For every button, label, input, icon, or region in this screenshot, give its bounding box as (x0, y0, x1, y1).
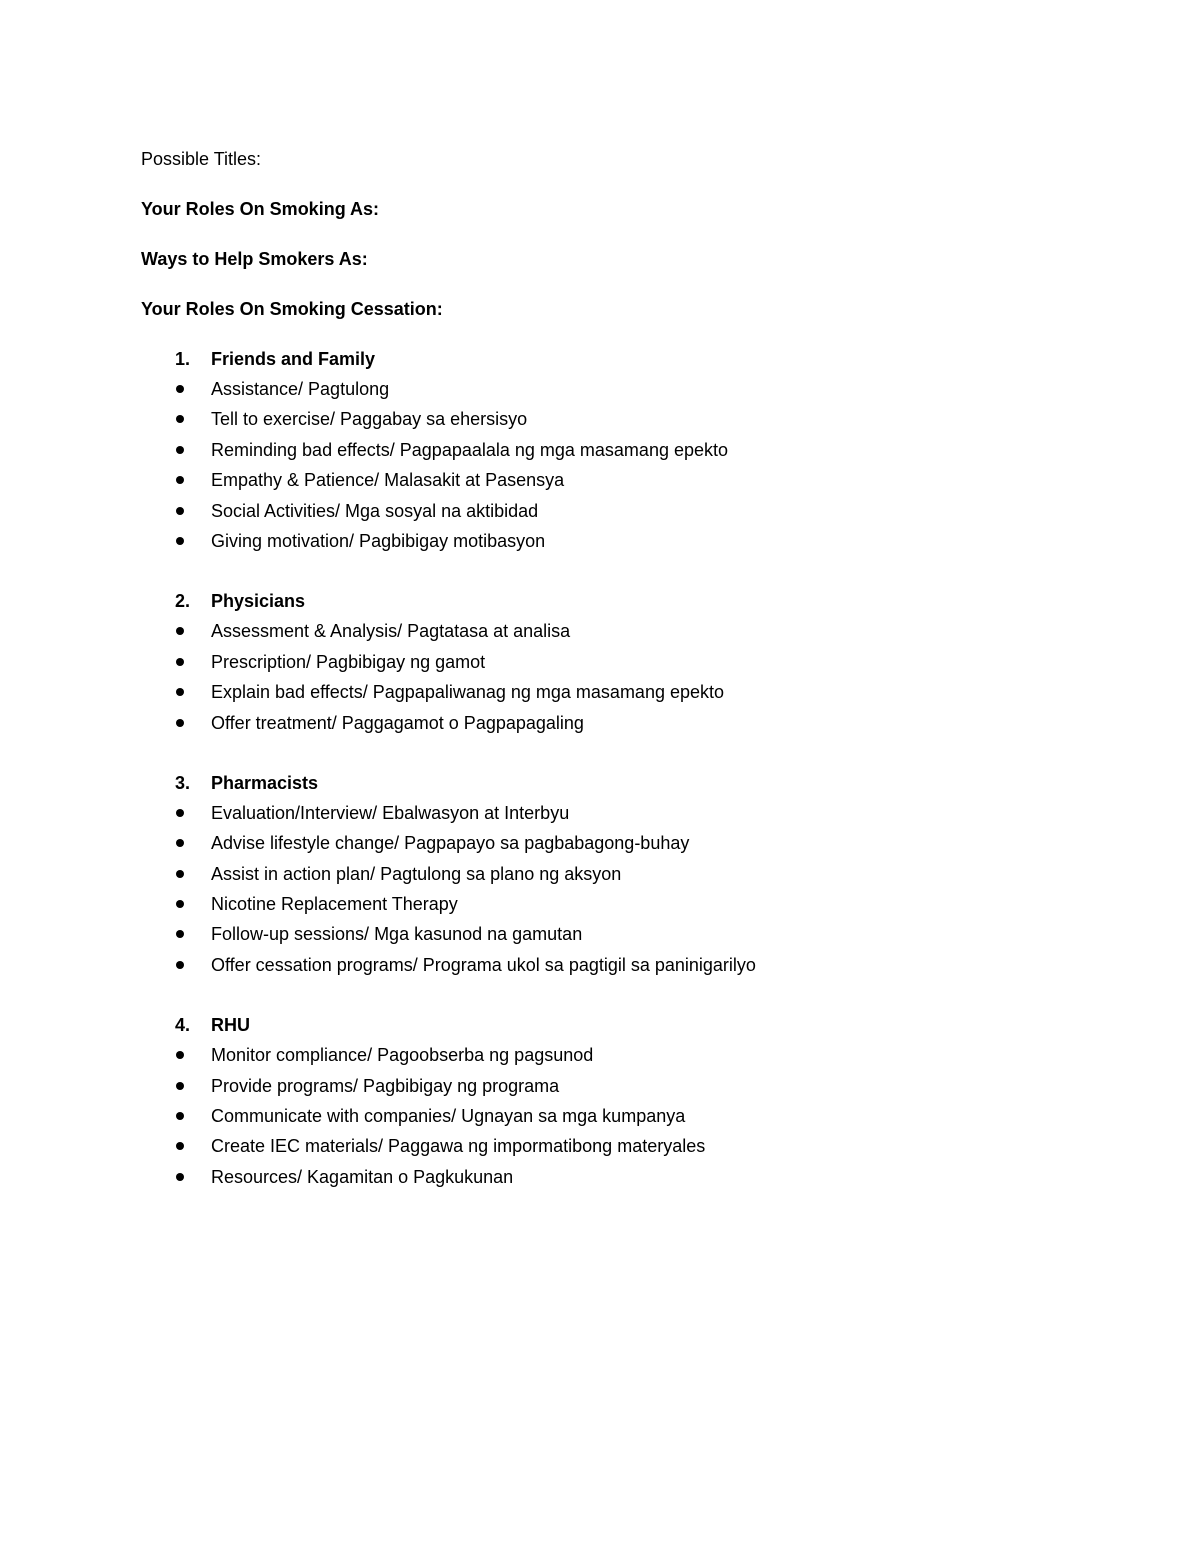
list-item (141, 798, 1061, 828)
list-item-text: Follow-up sessions/ Mga kasunod na gamutan (211, 924, 583, 945)
list-item-text: Offer cessation programs/ Programa ukol sa pagtigil sa paninigarilyo (211, 954, 756, 975)
list-item (141, 708, 1061, 738)
bullet-icon (141, 616, 211, 646)
list-item (141, 950, 1061, 980)
bullet-icon (141, 1071, 211, 1101)
title-option-2: Ways to Help Smokers As: (141, 249, 368, 269)
section-title: Pharmacists (211, 772, 319, 793)
bullet-icon (141, 889, 211, 919)
list-item-text: Assistance/ Pagtulong (211, 379, 390, 399)
list-item (141, 435, 1061, 465)
list-item (141, 889, 1061, 919)
bullet-list (141, 374, 1061, 556)
role-section (141, 586, 1061, 738)
section-heading (141, 586, 1061, 616)
bullet-icon (141, 435, 211, 465)
list-item-text: Advise lifestyle change/ Pagpapayo sa pagbabagong-buhay (211, 833, 690, 854)
section-number: 1. (175, 349, 191, 369)
section-number: 4. (175, 1015, 191, 1036)
bullet-icon (141, 1040, 211, 1070)
section-number: 3. (175, 772, 191, 793)
bullet-icon (141, 828, 211, 858)
list-item (141, 1101, 1061, 1131)
bullet-icon (141, 677, 211, 707)
section-title: Physicians (211, 591, 306, 612)
list-item-text: Tell to exercise/ Paggabay sa ehersisyo (211, 409, 528, 430)
list-item (141, 647, 1061, 677)
bullet-list (141, 1040, 1061, 1192)
bullet-icon (141, 708, 211, 738)
list-item (141, 465, 1061, 495)
section-number: 2. (175, 591, 191, 612)
list-item (141, 526, 1061, 556)
list-item (141, 828, 1061, 858)
list-item-text: Monitor compliance/ Pagoobserba ng pagsunod (211, 1045, 594, 1066)
list-item-text: Offer treatment/ Paggagamot o Pagpapagaling (211, 712, 584, 733)
list-item (141, 859, 1061, 889)
list-item-text: Resources/ Kagamitan o Pagkukunan (211, 1166, 514, 1187)
list-item-text: Communicate with companies/ Ugnayan sa mga kumpanya (211, 1106, 686, 1127)
bullet-icon (141, 465, 211, 495)
bullet-icon (141, 1162, 211, 1192)
list-item (141, 404, 1061, 434)
list-item-text: Provide programs/ Pagbibigay ng programa (211, 1075, 560, 1096)
document-page (141, 144, 1061, 1222)
section-heading (141, 768, 1061, 798)
bullet-icon (141, 919, 211, 949)
list-item-text: Reminding bad effects/ Pagpapaalala ng mga masamang epekto (211, 439, 729, 460)
role-section (141, 1010, 1061, 1192)
bullet-list (141, 798, 1061, 980)
list-item-text: Giving motivation/ Pagbibigay motibasyon (211, 530, 546, 551)
bullet-icon (141, 1101, 211, 1131)
possible-titles-label: Possible Titles: (141, 149, 262, 169)
section-heading (141, 344, 1061, 374)
list-item (141, 496, 1061, 526)
list-item-text: Evaluation/Interview/ Ebalwasyon at Interbyu (211, 802, 570, 823)
list-item (141, 1071, 1061, 1101)
section-title: Friends and Family (211, 349, 376, 369)
list-item-text: Create IEC materials/ Paggawa ng impormatibong materyales (211, 1136, 706, 1157)
bullet-icon (141, 859, 211, 889)
role-section (141, 344, 1061, 556)
bullet-icon (141, 496, 211, 526)
bullet-list (141, 616, 1061, 738)
list-item-text: Explain bad effects/ Pagpapaliwanag ng mga masamang epekto (211, 682, 725, 703)
roles-list (141, 344, 1061, 1192)
bullet-icon (141, 374, 211, 404)
list-item-text: Social Activities/ Mga sosyal na aktibidad (211, 500, 539, 521)
title-option-3: Your Roles On Smoking Cessation: (141, 299, 443, 319)
list-item (141, 1131, 1061, 1161)
list-item-text: Assessment & Analysis/ Pagtatasa at analisa (211, 621, 571, 642)
list-item-text: Nicotine Replacement Therapy (211, 894, 458, 915)
list-item (141, 616, 1061, 646)
list-item-text: Prescription/ Pagbibigay ng gamot (211, 651, 486, 672)
list-item (141, 1162, 1061, 1192)
list-item (141, 374, 1061, 404)
bullet-icon (141, 526, 211, 556)
bullet-icon (141, 404, 211, 434)
list-item-text: Empathy & Patience/ Malasakit at Pasensya (211, 470, 565, 491)
bullet-icon (141, 647, 211, 677)
list-item (141, 919, 1061, 949)
list-item (141, 1040, 1061, 1070)
bullet-icon (141, 950, 211, 980)
bullet-icon (141, 1131, 211, 1161)
bullet-icon (141, 798, 211, 828)
list-item-text: Assist in action plan/ Pagtulong sa plano ng aksyon (211, 863, 622, 884)
section-title: RHU (211, 1015, 250, 1036)
section-heading (141, 1010, 1061, 1040)
list-item (141, 677, 1061, 707)
role-section (141, 768, 1061, 980)
title-option-1: Your Roles On Smoking As: (141, 199, 380, 219)
